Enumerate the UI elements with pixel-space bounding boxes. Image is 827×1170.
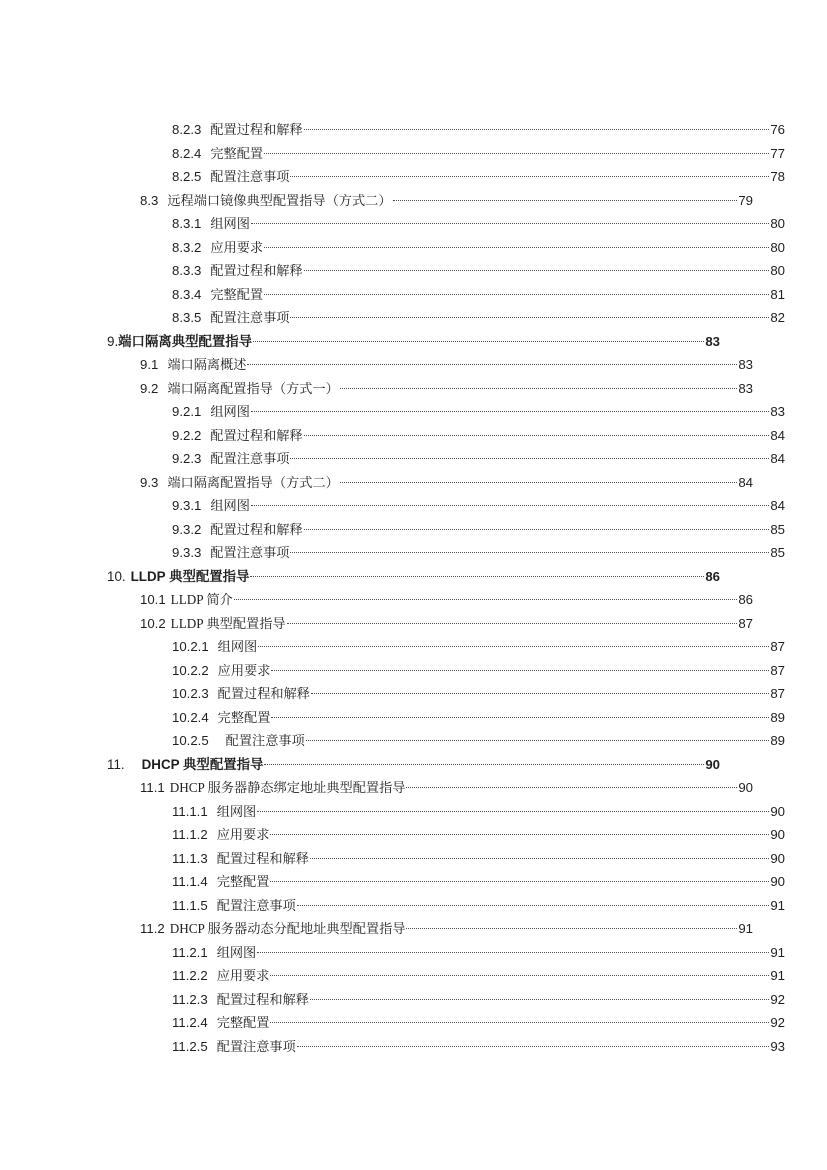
dot-leader: [257, 943, 769, 956]
toc-entry-number: 9.2.1: [172, 404, 202, 419]
toc-entry[interactable]: [172, 635, 785, 659]
toc-entry[interactable]: [172, 306, 785, 330]
toc-entry-title: 配置注意事项: [216, 897, 296, 913]
toc-entry[interactable]: [172, 236, 785, 260]
dot-leader: [251, 403, 769, 416]
toc-entry-number: 10.2.4: [172, 709, 209, 725]
toc-entry-title: 端口隔离配置指导（方式一）: [167, 380, 339, 396]
toc-entry[interactable]: [172, 494, 785, 518]
toc-entry[interactable]: [172, 142, 785, 166]
toc-entry[interactable]: [172, 800, 785, 824]
toc-entry-number: 9.: [107, 333, 119, 349]
toc-entry[interactable]: [107, 753, 720, 777]
dot-leader: [406, 920, 737, 933]
dot-leader: [270, 826, 769, 839]
toc-entry[interactable]: [172, 541, 785, 565]
table-of-contents: [107, 118, 785, 1058]
toc-entry-page-number: 87: [770, 639, 785, 654]
toc-entry[interactable]: [172, 894, 785, 918]
toc-entry[interactable]: [172, 941, 785, 965]
dot-leader: [310, 849, 769, 862]
toc-entry-number: 10.2.1: [172, 639, 209, 654]
toc-entry-page-number: 76: [770, 122, 785, 137]
dot-leader: [290, 168, 769, 181]
toc-entry-title: 端口隔离典型配置指导: [118, 333, 253, 349]
toc-entry[interactable]: [172, 1035, 785, 1059]
dot-leader: [290, 309, 769, 322]
toc-entry-page-number: 90: [770, 850, 785, 866]
dot-leader: [304, 426, 770, 439]
toc-entry-number: 11.1.2: [172, 827, 208, 842]
toc-entry[interactable]: [172, 729, 785, 753]
dot-leader: [306, 732, 770, 745]
dot-leader: [290, 450, 769, 463]
toc-entry[interactable]: [140, 377, 753, 401]
toc-entry-number: 11.2.3: [172, 991, 208, 1007]
dot-leader: [310, 990, 769, 1003]
toc-entry-title: DHCP 服务器静态绑定地址典型配置指导: [169, 780, 406, 795]
toc-entry-number: 10.1: [140, 592, 166, 607]
toc-entry-title: 配置注意事项: [225, 733, 305, 748]
toc-entry[interactable]: [172, 283, 785, 307]
toc-entry-title: 配置过程和解释: [210, 427, 303, 443]
toc-entry-number: 9.2.2: [172, 427, 202, 443]
dot-leader: [304, 262, 770, 275]
toc-entry-page-number: 83: [738, 380, 753, 396]
dot-leader: [304, 520, 770, 533]
toc-entry-page-number: 84: [770, 427, 785, 443]
toc-entry-page-number: 91: [770, 944, 785, 960]
dot-leader: [234, 591, 738, 604]
toc-entry[interactable]: [140, 612, 753, 636]
toc-entry-number: 8.3.3: [172, 263, 202, 278]
toc-entry-number: 10.2.2: [172, 662, 209, 678]
dot-leader: [247, 356, 737, 369]
dot-leader: [290, 544, 769, 557]
toc-entry[interactable]: [107, 330, 720, 354]
toc-entry-number: 9.2: [140, 380, 159, 396]
toc-entry[interactable]: [172, 259, 785, 283]
toc-entry-title: 配置注意事项: [210, 310, 290, 325]
toc-entry[interactable]: [172, 118, 785, 142]
dot-leader: [251, 215, 769, 228]
toc-entry-page-number: 90: [705, 756, 720, 772]
toc-entry-title: 配置注意事项: [216, 1038, 296, 1054]
dot-leader: [297, 896, 770, 909]
toc-entry-number: 8.2.5: [172, 169, 202, 184]
dot-leader: [253, 332, 704, 345]
toc-entry-title: 组网图: [210, 498, 250, 513]
toc-entry[interactable]: [172, 659, 785, 683]
dot-leader: [270, 967, 769, 980]
toc-entry[interactable]: [172, 988, 785, 1012]
toc-entry-page-number: 82: [770, 310, 785, 325]
toc-entry-page-number: 92: [770, 1015, 785, 1030]
toc-entry-page-number: 85: [770, 545, 785, 560]
toc-entry[interactable]: [107, 565, 720, 589]
toc-entry-number: 9.1: [140, 357, 159, 372]
dot-leader: [264, 144, 769, 157]
toc-entry-page-number: 84: [738, 474, 753, 490]
toc-entry-number: 9.3.3: [172, 545, 202, 560]
toc-entry-number: 11.2.2: [172, 968, 208, 983]
toc-entry-title: 配置注意事项: [210, 169, 290, 184]
toc-entry-title: 端口隔离概述: [167, 357, 247, 372]
toc-entry-number: 8.2.3: [172, 122, 202, 137]
toc-entry[interactable]: [140, 917, 753, 941]
toc-entry-title: 配置过程和解释: [216, 850, 309, 866]
toc-entry[interactable]: [172, 964, 785, 988]
toc-entry-page-number: 78: [770, 169, 785, 184]
toc-entry-number: 10.: [107, 568, 126, 584]
toc-entry-number: 8.3: [140, 192, 159, 208]
toc-entry[interactable]: [140, 353, 753, 377]
toc-entry-page-number: 89: [770, 733, 785, 748]
dot-leader: [304, 121, 770, 134]
toc-entry-title: 应用要求: [217, 662, 271, 678]
toc-entry-page-number: 90: [770, 803, 785, 819]
toc-entry-number: 8.3.1: [172, 216, 202, 231]
toc-entry-number: 10.2.3: [172, 686, 209, 701]
toc-entry[interactable]: [172, 518, 785, 542]
toc-entry-title: 完整配置: [217, 709, 271, 725]
toc-entry[interactable]: [172, 447, 785, 471]
toc-entry-title: 端口隔离配置指导（方式二）: [167, 474, 339, 490]
dot-leader: [250, 567, 704, 580]
toc-entry-title: DHCP 服务器动态分配地址典型配置指导: [169, 921, 406, 936]
toc-entry-page-number: 87: [738, 615, 753, 631]
toc-entry-title: 完整配置: [216, 874, 270, 889]
toc-entry-title: 完整配置: [216, 1015, 270, 1030]
toc-entry-number: 11.2.4: [172, 1015, 208, 1030]
dot-leader: [251, 497, 769, 510]
toc-entry[interactable]: [140, 776, 753, 800]
toc-entry-title: 组网图: [216, 944, 257, 960]
toc-entry[interactable]: [172, 424, 785, 448]
dot-leader: [340, 379, 738, 392]
toc-entry[interactable]: [140, 189, 753, 213]
toc-entry-page-number: 90: [770, 827, 785, 842]
toc-entry-title: 完整配置: [210, 145, 264, 161]
toc-entry-page-number: 90: [770, 874, 785, 889]
toc-entry-page-number: 80: [770, 216, 785, 231]
toc-entry-number: 9.3: [140, 474, 159, 490]
toc-entry-title: 配置过程和解释: [217, 686, 310, 701]
dot-leader: [406, 779, 737, 792]
dot-leader: [271, 708, 769, 721]
toc-entry-page-number: 81: [770, 286, 785, 302]
dot-leader: [264, 238, 769, 251]
toc-entry-page-number: 83: [705, 333, 720, 349]
toc-entry-page-number: 80: [770, 263, 785, 278]
toc-entry-title: LLDP 典型配置指导: [170, 615, 286, 631]
toc-entry-number: 10.2: [140, 615, 166, 631]
toc-entry[interactable]: [172, 847, 785, 871]
toc-entry-number: 9.3.2: [172, 521, 202, 537]
dot-leader: [264, 755, 704, 768]
toc-entry-number: 11.1.5: [172, 897, 208, 913]
toc-entry-title: 配置过程和解释: [210, 521, 303, 537]
toc-entry-page-number: 80: [770, 239, 785, 255]
toc-entry-title: 完整配置: [210, 286, 264, 302]
toc-entry-page-number: 87: [770, 662, 785, 678]
dot-leader: [297, 1037, 770, 1050]
toc-entry-number: 11.1: [140, 780, 165, 795]
toc-entry-title: 应用要求: [210, 239, 264, 255]
dot-leader: [340, 473, 738, 486]
toc-entry-title: LLDP 典型配置指导: [130, 568, 250, 584]
toc-entry-page-number: 86: [738, 592, 753, 607]
toc-entry-number: 11.1.4: [172, 874, 208, 889]
toc-entry-number: 8.3.2: [172, 239, 202, 255]
toc-entry-title: 应用要求: [216, 968, 270, 983]
toc-entry-number: 9.2.3: [172, 451, 202, 466]
toc-entry-page-number: 84: [770, 451, 785, 466]
dot-leader: [393, 191, 738, 204]
dot-leader: [270, 873, 769, 886]
toc-entry-title: 配置注意事项: [210, 451, 290, 466]
toc-entry-number: 11.2.5: [172, 1038, 208, 1054]
toc-entry-title: 远程端口镜像典型配置指导（方式二）: [167, 192, 392, 208]
dot-leader: [311, 685, 769, 698]
toc-entry-number: 11.1.3: [172, 850, 208, 866]
dot-leader: [257, 802, 769, 815]
toc-entry-page-number: 83: [770, 404, 785, 419]
toc-entry-title: 组网图: [217, 639, 258, 654]
toc-entry[interactable]: [172, 1011, 785, 1035]
toc-entry-title: 应用要求: [216, 827, 270, 842]
toc-entry-title: 配置注意事项: [210, 545, 290, 560]
toc-entry-page-number: 89: [770, 709, 785, 725]
toc-entry[interactable]: [172, 870, 785, 894]
dot-leader: [270, 1014, 769, 1027]
toc-entry-title: DHCP 典型配置指导: [141, 756, 264, 772]
toc-entry-page-number: 90: [738, 780, 753, 795]
toc-entry-number: 11.1.1: [172, 803, 208, 819]
dot-leader: [271, 661, 769, 674]
toc-entry-page-number: 83: [738, 357, 753, 372]
toc-entry-title: 配置过程和解释: [216, 991, 309, 1007]
toc-entry-title: 组网图: [210, 216, 250, 231]
toc-entry-page-number: 79: [738, 192, 753, 208]
toc-entry-page-number: 92: [770, 991, 785, 1007]
toc-entry[interactable]: [172, 823, 785, 847]
toc-entry-title: 组网图: [210, 404, 250, 419]
toc-entry-title: 组网图: [216, 803, 257, 819]
toc-entry-number: 11.2: [140, 921, 165, 936]
toc-entry-number: 10.2.5: [172, 733, 209, 748]
toc-entry-page-number: 87: [770, 686, 785, 701]
toc-entry[interactable]: [172, 682, 785, 706]
toc-entry[interactable]: [172, 706, 785, 730]
toc-entry-number: 9.3.1: [172, 498, 202, 513]
toc-entry-number: 11.: [107, 756, 125, 772]
toc-entry-page-number: 93: [770, 1038, 785, 1054]
toc-entry[interactable]: [140, 588, 753, 612]
toc-entry-number: 11.2.1: [172, 944, 208, 960]
toc-entry[interactable]: [172, 400, 785, 424]
toc-entry-number: 8.3.5: [172, 310, 202, 325]
dot-leader: [258, 638, 769, 651]
toc-entry-title: LLDP 简介: [170, 592, 233, 607]
toc-entry-page-number: 84: [770, 498, 785, 513]
dot-leader: [287, 614, 738, 627]
toc-entry-page-number: 91: [738, 921, 753, 936]
toc-entry-number: 8.3.4: [172, 286, 202, 302]
toc-entry-page-number: 86: [705, 568, 720, 584]
toc-entry-number: 8.2.4: [172, 145, 202, 161]
toc-entry[interactable]: [172, 212, 785, 236]
toc-entry-page-number: 91: [770, 897, 785, 913]
toc-entry[interactable]: [140, 471, 753, 495]
toc-entry-page-number: 85: [770, 521, 785, 537]
toc-entry-page-number: 77: [770, 145, 785, 161]
toc-entry[interactable]: [172, 165, 785, 189]
toc-entry-title: 配置过程和解释: [210, 263, 303, 278]
dot-leader: [264, 285, 769, 298]
toc-entry-page-number: 91: [770, 968, 785, 983]
toc-entry-title: 配置过程和解释: [210, 122, 303, 137]
